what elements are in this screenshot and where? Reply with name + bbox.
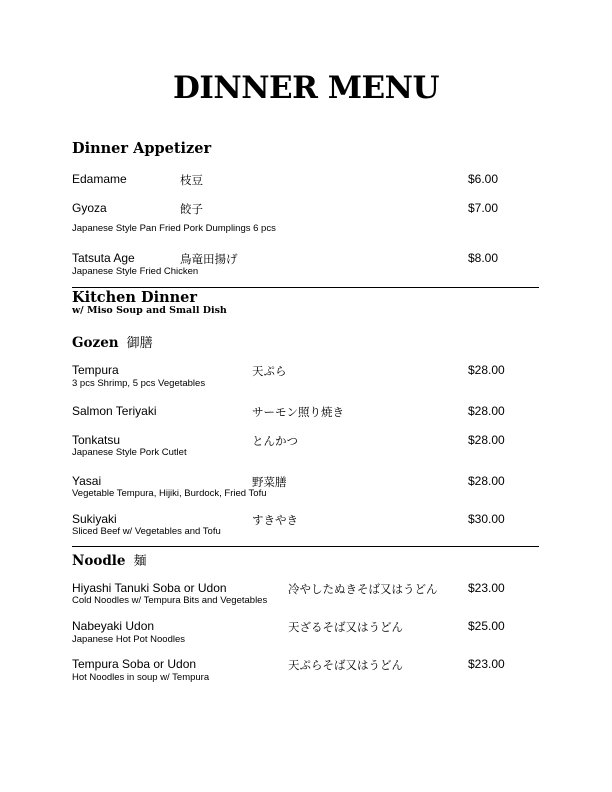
kitchen-dinner-heading: Kitchen Dinner	[72, 289, 198, 306]
gozen-item-name: Yasai	[72, 474, 102, 488]
noodle-item-jp: 天ざるそば又はうどん	[288, 620, 403, 634]
appetizer-item-name: Tatsuta Age	[72, 251, 135, 265]
appetizer-item-jp: 餃子	[180, 202, 203, 216]
gozen-item-description: Japanese Style Pork Cutlet	[72, 447, 187, 458]
gozen-item-name: Sukiyaki	[72, 512, 117, 526]
section-divider	[72, 546, 539, 547]
noodle-heading-label: Noodle	[72, 553, 126, 569]
kitchen-dinner-subheading: w/ Miso Soup and Small Dish	[72, 305, 227, 316]
noodle-item-name: Tempura Soba or Udon	[72, 657, 197, 671]
noodle-item-description: Japanese Hot Pot Noodles	[72, 634, 186, 645]
gozen-item-jp: サーモン照り焼き	[252, 405, 344, 419]
noodle-heading	[72, 550, 147, 569]
gozen-heading-label: Gozen	[72, 335, 119, 351]
noodle-item-name: Nabeyaki Udon	[72, 619, 155, 633]
gozen-item-name: Tempura	[72, 363, 119, 377]
appetizer-item-jp: 枝豆	[180, 173, 203, 187]
gozen-item-price: $28.00	[468, 474, 505, 488]
gozen-item-jp: 野菜膳	[252, 475, 287, 489]
noodle-item-description: Hot Noodles in soup w/ Tempura	[72, 672, 210, 683]
appetizer-item-price: $7.00	[468, 201, 499, 215]
gozen-item-price: $28.00	[468, 433, 505, 447]
gozen-item-description: Vegetable Tempura, Hijiki, Burdock, Fried Tofu	[72, 488, 267, 499]
gozen-item-name: Tonkatsu	[72, 433, 121, 447]
menu-title: DINNER MENU	[172, 70, 440, 106]
appetizer-item-name: Edamame	[72, 172, 127, 186]
gozen-item-jp: 天ぷら	[252, 364, 287, 378]
noodle-item-jp: 天ぷらそば又はうどん	[288, 658, 403, 672]
appetizer-item-name: Gyoza	[72, 201, 107, 215]
noodle-item-price: $23.00	[468, 657, 505, 671]
gozen-item-name: Salmon Teriyaki	[72, 404, 157, 418]
gozen-item-description: Sliced Beef w/ Vegetables and Tofu	[72, 526, 221, 537]
gozen-item-price: $28.00	[468, 363, 505, 377]
noodle-item-price: $25.00	[468, 619, 505, 633]
section-divider	[72, 287, 539, 288]
noodle-item-price: $23.00	[468, 581, 505, 595]
appetizer-item-price: $6.00	[468, 172, 499, 186]
noodle-heading-jp: 麺	[133, 554, 147, 569]
gozen-item-description: 3 pcs Shrimp, 5 pcs Vegetables	[72, 378, 206, 389]
appetizer-item-description: Japanese Style Pan Fried Pork Dumplings 6 pcs	[72, 223, 276, 234]
appetizer-item-price: $8.00	[468, 251, 499, 265]
appetizer-heading: Dinner Appetizer	[72, 140, 212, 157]
gozen-item-price: $28.00	[468, 404, 505, 418]
gozen-heading	[72, 332, 153, 351]
appetizer-item-description: Japanese Style Fried Chicken	[72, 266, 199, 277]
gozen-item-jp: とんかつ	[252, 434, 298, 448]
gozen-heading-jp: 御膳	[126, 336, 153, 351]
appetizer-item-jp: 鳥竜田揚げ	[180, 252, 238, 266]
noodle-item-jp: 冷やしたぬきそば又はうどん	[288, 582, 438, 596]
noodle-item-name: Hiyashi Tanuki Soba or Udon	[72, 581, 227, 595]
gozen-item-price: $30.00	[468, 512, 505, 526]
noodle-item-description: Cold Noodles w/ Tempura Bits and Vegetables	[72, 595, 268, 606]
gozen-item-jp: すきやき	[252, 513, 298, 527]
